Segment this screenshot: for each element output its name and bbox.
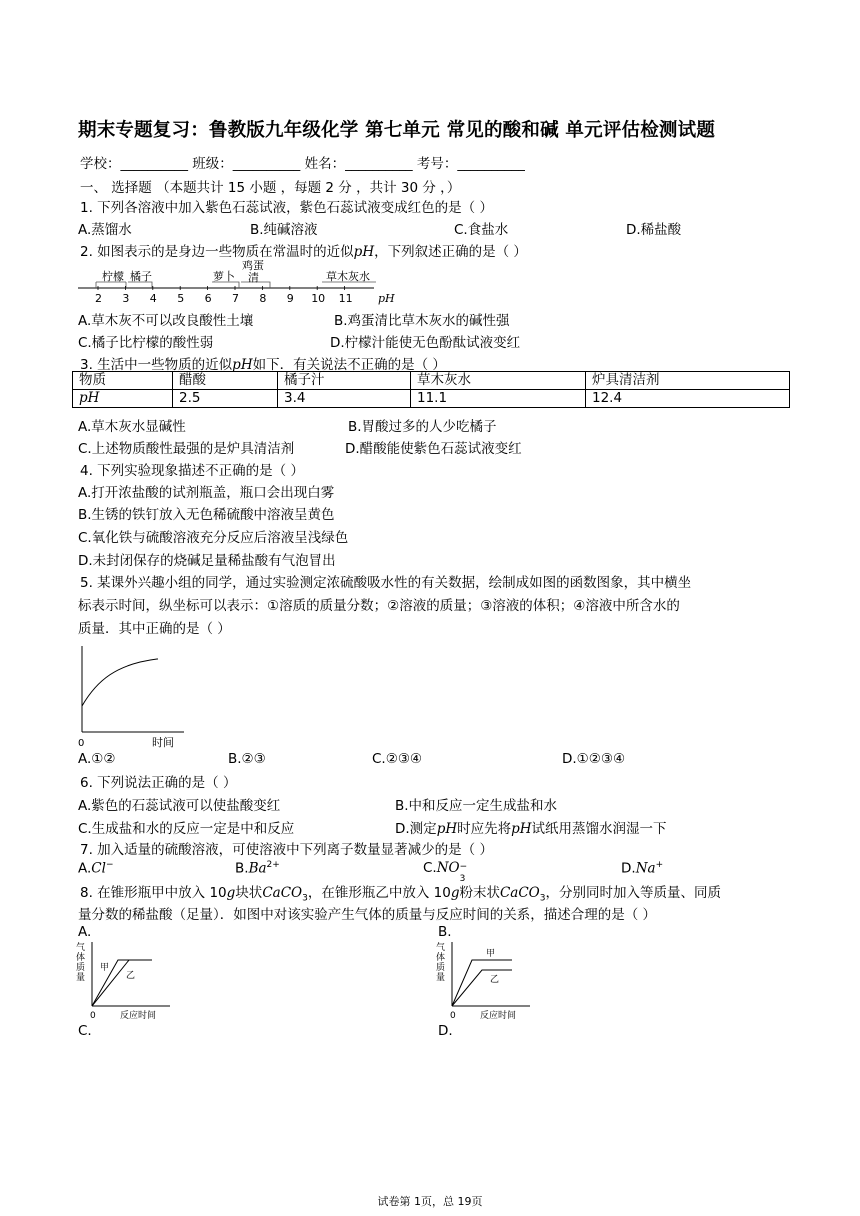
q5-graph	[72, 640, 192, 750]
line-yi	[92, 960, 129, 1006]
q7-option-b: $B.Ba^{2+}$	[235, 860, 280, 877]
q4-option-c: C.氧化铁与硫酸溶液充分反应后溶液呈浅绿色	[78, 530, 349, 546]
table-cell: 醋酸	[173, 372, 278, 390]
q3-option-a: A.草木灰水显碱性	[78, 419, 186, 435]
scale-label-egg-white: 清	[248, 271, 259, 284]
scale-tick-label: 11	[338, 292, 353, 305]
scale-tick-label: 10	[311, 292, 326, 305]
q4-option-d: D.未封闭保存的烧碱足量稀盐酸有气泡冒出	[78, 553, 336, 569]
q2-option-a: A.草木灰不可以改良酸性土壤	[78, 313, 254, 329]
q8-stem-line2: 量分数的稀盐酸（足量）．如图中对该实验产生气体的质量与反应时间的关系，描述合理的是（ ）	[78, 907, 657, 923]
q2-option-d: D.柠檬汁能使无色酚酞试液变红	[330, 335, 521, 351]
curve	[82, 659, 158, 706]
table-cell: 草木灰水	[411, 372, 586, 390]
graph-ylabel-c3: 质	[76, 963, 86, 973]
q7-option-c: C.NO − 3	[423, 860, 468, 884]
page-footer: 试卷第 1页，总 19页	[377, 1195, 483, 1208]
graph-ylabel-c4: 量	[436, 973, 446, 983]
graph-origin: 0	[90, 1011, 96, 1020]
q2-option-c: C.橘子比柠檬的酸性弱	[78, 335, 214, 351]
line-yi	[452, 970, 512, 1006]
q4-option-a: A.打开浓盐酸的试剂瓶盖，瓶口会出现白雾	[78, 485, 335, 501]
q7-option-a: A.Cl−	[78, 860, 114, 877]
ph-table	[72, 371, 790, 408]
scale-tick-label: 9	[286, 292, 294, 305]
table-cell: pH	[73, 390, 173, 408]
q3-option-b: B.胃酸过多的人少吃橘子	[348, 419, 497, 435]
table-row	[73, 372, 790, 390]
table-cell: 11.1	[411, 390, 586, 408]
graph-ylabel-c1: 气	[76, 943, 86, 953]
graph-series-yi: 乙	[490, 975, 500, 985]
table-cell: 炉具清洁剂	[586, 372, 790, 390]
scale-tick-label: 7	[232, 292, 239, 305]
q7-option-d: D.Na+	[621, 860, 664, 877]
scale-label-orange: 橘子	[130, 270, 152, 283]
q8-option-a-label: A.	[78, 924, 92, 940]
scale-tick-label: 3	[122, 292, 130, 305]
scale-tick-label: 5	[177, 292, 185, 305]
q6-option-c: C.生成盐和水的反应一定是中和反应	[78, 821, 295, 837]
q5-stem-line3: 质量．其中正确的是（ ）	[78, 621, 231, 637]
table-cell: 3.4	[278, 390, 411, 408]
graph-xlabel: 时间	[152, 736, 174, 749]
q3-option-d: D.醋酸能使紫色石蕊试液变红	[345, 441, 522, 457]
section-heading: 一、 选择题 （本题共计 15 小题 ，每题 2 分 ，共计 30 分 ，）	[80, 180, 461, 196]
q1-option-b: B.纯碱溶液	[250, 222, 318, 238]
q5-option-c: C.②③④	[372, 751, 423, 767]
q6-option-a: A.紫色的石蕊试液可以使盐酸变红	[78, 798, 281, 814]
q1-option-c: C.食盐水	[454, 222, 509, 238]
graph-series-jia: 甲	[100, 963, 110, 973]
q1-stem: 1. 下列各溶液中加入紫色石蕊试液，紫色石蕊试液变成红色的是（ ）	[80, 200, 493, 216]
graph-origin: 0	[78, 738, 85, 749]
graph-ylabel-c2: 体	[436, 953, 446, 963]
table-cell: 橘子汁	[278, 372, 411, 390]
q5-option-a: A.①②	[78, 751, 116, 767]
q2-option-b: B.鸡蛋清比草木灰水的碱性强	[334, 313, 510, 329]
q8-option-d-label: D.	[438, 1023, 453, 1039]
q5-option-d: D.①②③④	[562, 751, 626, 767]
q3-stem: 3. 生活中一些物质的近似pH如下．有关说法不正确的是（ ）	[80, 357, 446, 373]
scale-label-egg: 鸡蛋	[242, 260, 264, 272]
scale-tick-label: 4	[149, 292, 157, 305]
q7-stem: 7. 加入适量的硫酸溶液，可使溶液中下列离子数量显著减少的是（ ）	[80, 842, 493, 858]
graph-origin: 0	[450, 1011, 456, 1020]
q4-stem: 4. 下列实验现象描述不正确的是（ ）	[80, 463, 304, 479]
table-row	[73, 390, 790, 408]
graph-series-yi: 乙	[126, 971, 136, 981]
scale-tick-label: 2	[95, 292, 102, 305]
student-info-line: 学校：__________ 班级：__________ 姓名：__________ 考号：__________	[80, 156, 525, 172]
line-jia	[452, 960, 512, 1006]
scale-unit-ph: pH	[378, 292, 395, 305]
q6-stem: 6. 下列说法正确的是（ ）	[80, 775, 237, 791]
q8-option-b-label: B.	[438, 924, 452, 940]
q5-stem-line1: 5. 某课外兴趣小组的同学，通过实验测定浓硫酸吸水性的有关数据，绘制成如图的函数图象，其中横坐	[80, 575, 692, 591]
table-cell: 2.5	[173, 390, 278, 408]
q5-stem-line2: 标表示时间，纵坐标可以表示：①溶质的质量分数；②溶液的质量；③溶液的体积；④溶液中所含水的	[78, 598, 680, 614]
table-cell: 12.4	[586, 390, 790, 408]
q8-graph-a	[74, 938, 174, 1020]
graph-ylabel-c2: 体	[76, 953, 86, 963]
q3-option-c: C.上述物质酸性最强的是炉具清洁剂	[78, 441, 295, 457]
q4-option-b: B.生锈的铁钉放入无色稀硫酸中溶液呈黄色	[78, 507, 335, 523]
q8-graph-b	[434, 938, 534, 1020]
page-title: 期末专题复习：鲁教版九年级化学 第七单元 常见的酸和碱 单元评估检测试题	[78, 120, 716, 141]
graph-xlabel: 反应时间	[480, 1011, 517, 1020]
scale-label-ash-water: 草木灰水	[326, 270, 370, 283]
q1-option-d: D.稀盐酸	[626, 222, 682, 238]
graph-ylabel-c3: 质	[436, 963, 446, 973]
q1-option-a: A.蒸馏水	[78, 222, 132, 238]
scale-tick-label: 6	[204, 292, 212, 305]
scale-label-radish: 萝卜	[213, 270, 235, 283]
q8-stem-line1: 8. 在锥形瓶甲中放入 10g块状CaCO$_3$，在锥形瓶乙中放入 10g粉末状CaCO$_3$，分别同时加入等质量、同质	[80, 885, 721, 904]
q6-option-b: B.中和反应一定生成盐和水	[395, 798, 558, 814]
scale-tick-label: 8	[259, 292, 267, 305]
graph-ylabel-c1: 气	[436, 943, 446, 953]
q8-option-c-label: C.	[78, 1023, 92, 1039]
table-cell: 物质	[73, 372, 173, 390]
q5-option-b: B.②③	[228, 751, 266, 767]
q6-option-d: D.测定pH时应先将pH试纸用蒸馏水润湿一下	[395, 821, 667, 837]
graph-series-jia: 甲	[486, 949, 496, 959]
ph-scale-diagram	[76, 260, 406, 306]
graph-ylabel-c4: 量	[76, 973, 86, 983]
q2-stem: 2. 如图表示的是身边一些物质在常温时的近似pH，下列叙述正确的是（ ）	[80, 244, 527, 260]
graph-xlabel: 反应时间	[120, 1011, 157, 1020]
scale-label-lemon: 柠檬	[102, 270, 124, 283]
